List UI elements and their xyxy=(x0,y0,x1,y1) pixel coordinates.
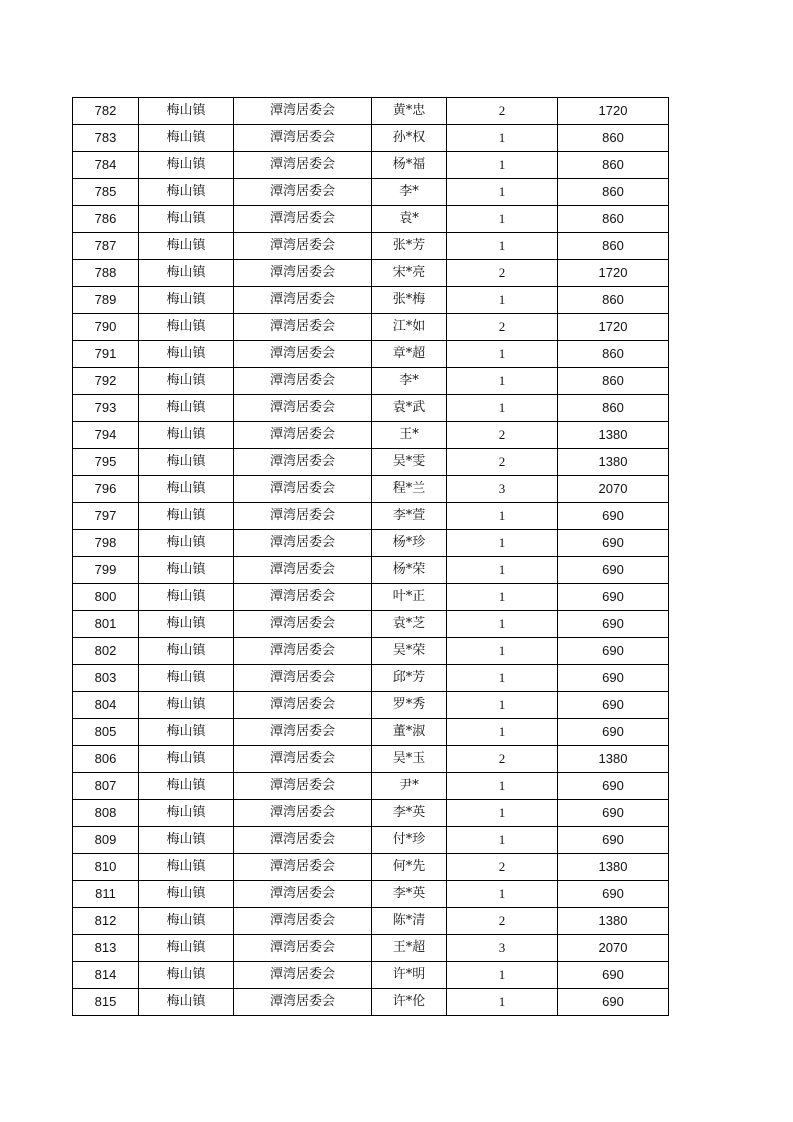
table-row xyxy=(73,449,669,476)
amount-cell: 1380 xyxy=(558,422,669,449)
serial-number-cell: 795 xyxy=(73,449,139,476)
committee-cell: 潭湾居委会 xyxy=(234,773,372,800)
name-cell: 袁* xyxy=(372,206,447,233)
serial-number-cell: 815 xyxy=(73,989,139,1016)
town-cell: 梅山镇 xyxy=(139,179,234,206)
table-row xyxy=(73,962,669,989)
serial-number-cell: 813 xyxy=(73,935,139,962)
committee-cell: 潭湾居委会 xyxy=(234,179,372,206)
name-cell: 何*先 xyxy=(372,854,447,881)
count-cell: 1 xyxy=(447,989,558,1016)
amount-cell: 1720 xyxy=(558,260,669,287)
committee-cell: 潭湾居委会 xyxy=(234,449,372,476)
serial-number-cell: 808 xyxy=(73,800,139,827)
count-cell: 1 xyxy=(447,881,558,908)
committee-cell: 潭湾居委会 xyxy=(234,584,372,611)
count-cell: 2 xyxy=(447,314,558,341)
town-cell: 梅山镇 xyxy=(139,638,234,665)
data-table xyxy=(72,97,669,1016)
name-cell: 杨*福 xyxy=(372,152,447,179)
name-cell: 杨*珍 xyxy=(372,530,447,557)
town-cell: 梅山镇 xyxy=(139,962,234,989)
name-cell: 李*英 xyxy=(372,881,447,908)
name-cell: 许*明 xyxy=(372,962,447,989)
name-cell: 吴*玉 xyxy=(372,746,447,773)
table-row xyxy=(73,746,669,773)
committee-cell: 潭湾居委会 xyxy=(234,800,372,827)
amount-cell: 1380 xyxy=(558,449,669,476)
committee-cell: 潭湾居委会 xyxy=(234,827,372,854)
name-cell: 叶*正 xyxy=(372,584,447,611)
table-row xyxy=(73,854,669,881)
table-row xyxy=(73,908,669,935)
count-cell: 1 xyxy=(447,341,558,368)
amount-cell: 860 xyxy=(558,341,669,368)
town-cell: 梅山镇 xyxy=(139,476,234,503)
table-row xyxy=(73,989,669,1016)
table-row xyxy=(73,368,669,395)
count-cell: 2 xyxy=(447,854,558,881)
serial-number-cell: 785 xyxy=(73,179,139,206)
amount-cell: 690 xyxy=(558,692,669,719)
amount-cell: 860 xyxy=(558,395,669,422)
table-body xyxy=(73,98,669,1016)
committee-cell: 潭湾居委会 xyxy=(234,746,372,773)
town-cell: 梅山镇 xyxy=(139,233,234,260)
table-row xyxy=(73,314,669,341)
count-cell: 1 xyxy=(447,368,558,395)
name-cell: 张*梅 xyxy=(372,287,447,314)
count-cell: 1 xyxy=(447,206,558,233)
count-cell: 1 xyxy=(447,827,558,854)
town-cell: 梅山镇 xyxy=(139,908,234,935)
serial-number-cell: 797 xyxy=(73,503,139,530)
table-row xyxy=(73,935,669,962)
serial-number-cell: 794 xyxy=(73,422,139,449)
serial-number-cell: 810 xyxy=(73,854,139,881)
town-cell: 梅山镇 xyxy=(139,449,234,476)
count-cell: 2 xyxy=(447,908,558,935)
serial-number-cell: 787 xyxy=(73,233,139,260)
table-row xyxy=(73,341,669,368)
name-cell: 尹* xyxy=(372,773,447,800)
amount-cell: 690 xyxy=(558,557,669,584)
table-row xyxy=(73,503,669,530)
town-cell: 梅山镇 xyxy=(139,125,234,152)
town-cell: 梅山镇 xyxy=(139,287,234,314)
committee-cell: 潭湾居委会 xyxy=(234,152,372,179)
count-cell: 1 xyxy=(447,233,558,260)
amount-cell: 2070 xyxy=(558,476,669,503)
table-row xyxy=(73,152,669,179)
count-cell: 1 xyxy=(447,773,558,800)
name-cell: 邱*芳 xyxy=(372,665,447,692)
count-cell: 2 xyxy=(447,746,558,773)
table-row xyxy=(73,206,669,233)
committee-cell: 潭湾居委会 xyxy=(234,692,372,719)
serial-number-cell: 814 xyxy=(73,962,139,989)
committee-cell: 潭湾居委会 xyxy=(234,368,372,395)
committee-cell: 潭湾居委会 xyxy=(234,125,372,152)
serial-number-cell: 790 xyxy=(73,314,139,341)
serial-number-cell: 789 xyxy=(73,287,139,314)
committee-cell: 潭湾居委会 xyxy=(234,98,372,125)
amount-cell: 690 xyxy=(558,773,669,800)
committee-cell: 潭湾居委会 xyxy=(234,476,372,503)
amount-cell: 690 xyxy=(558,719,669,746)
count-cell: 3 xyxy=(447,476,558,503)
name-cell: 董*淑 xyxy=(372,719,447,746)
table-row xyxy=(73,287,669,314)
town-cell: 梅山镇 xyxy=(139,557,234,584)
amount-cell: 860 xyxy=(558,206,669,233)
serial-number-cell: 784 xyxy=(73,152,139,179)
town-cell: 梅山镇 xyxy=(139,692,234,719)
name-cell: 吴*荣 xyxy=(372,638,447,665)
town-cell: 梅山镇 xyxy=(139,611,234,638)
count-cell: 1 xyxy=(447,503,558,530)
amount-cell: 860 xyxy=(558,125,669,152)
amount-cell: 860 xyxy=(558,152,669,179)
serial-number-cell: 788 xyxy=(73,260,139,287)
town-cell: 梅山镇 xyxy=(139,665,234,692)
serial-number-cell: 802 xyxy=(73,638,139,665)
amount-cell: 690 xyxy=(558,584,669,611)
town-cell: 梅山镇 xyxy=(139,935,234,962)
committee-cell: 潭湾居委会 xyxy=(234,962,372,989)
committee-cell: 潭湾居委会 xyxy=(234,206,372,233)
serial-number-cell: 783 xyxy=(73,125,139,152)
committee-cell: 潭湾居委会 xyxy=(234,638,372,665)
committee-cell: 潭湾居委会 xyxy=(234,395,372,422)
town-cell: 梅山镇 xyxy=(139,98,234,125)
table-row xyxy=(73,422,669,449)
table-row xyxy=(73,260,669,287)
amount-cell: 690 xyxy=(558,962,669,989)
table-row xyxy=(73,773,669,800)
name-cell: 张*芳 xyxy=(372,233,447,260)
name-cell: 宋*亮 xyxy=(372,260,447,287)
count-cell: 1 xyxy=(447,800,558,827)
amount-cell: 690 xyxy=(558,611,669,638)
serial-number-cell: 801 xyxy=(73,611,139,638)
name-cell: 袁*武 xyxy=(372,395,447,422)
town-cell: 梅山镇 xyxy=(139,503,234,530)
count-cell: 2 xyxy=(447,98,558,125)
name-cell: 付*珍 xyxy=(372,827,447,854)
table-row xyxy=(73,395,669,422)
committee-cell: 潭湾居委会 xyxy=(234,287,372,314)
table-row xyxy=(73,476,669,503)
town-cell: 梅山镇 xyxy=(139,773,234,800)
town-cell: 梅山镇 xyxy=(139,800,234,827)
count-cell: 1 xyxy=(447,287,558,314)
town-cell: 梅山镇 xyxy=(139,206,234,233)
count-cell: 1 xyxy=(447,179,558,206)
serial-number-cell: 799 xyxy=(73,557,139,584)
town-cell: 梅山镇 xyxy=(139,422,234,449)
amount-cell: 860 xyxy=(558,179,669,206)
committee-cell: 潭湾居委会 xyxy=(234,314,372,341)
table-row xyxy=(73,557,669,584)
table-row xyxy=(73,611,669,638)
count-cell: 2 xyxy=(447,422,558,449)
count-cell: 1 xyxy=(447,152,558,179)
serial-number-cell: 807 xyxy=(73,773,139,800)
name-cell: 许*伦 xyxy=(372,989,447,1016)
committee-cell: 潭湾居委会 xyxy=(234,422,372,449)
table-row xyxy=(73,692,669,719)
town-cell: 梅山镇 xyxy=(139,314,234,341)
town-cell: 梅山镇 xyxy=(139,746,234,773)
table-row xyxy=(73,881,669,908)
count-cell: 1 xyxy=(447,125,558,152)
town-cell: 梅山镇 xyxy=(139,989,234,1016)
count-cell: 1 xyxy=(447,530,558,557)
name-cell: 李* xyxy=(372,368,447,395)
amount-cell: 690 xyxy=(558,503,669,530)
committee-cell: 潭湾居委会 xyxy=(234,881,372,908)
committee-cell: 潭湾居委会 xyxy=(234,665,372,692)
serial-number-cell: 793 xyxy=(73,395,139,422)
amount-cell: 860 xyxy=(558,368,669,395)
name-cell: 陈*清 xyxy=(372,908,447,935)
name-cell: 孙*权 xyxy=(372,125,447,152)
amount-cell: 690 xyxy=(558,989,669,1016)
name-cell: 王* xyxy=(372,422,447,449)
town-cell: 梅山镇 xyxy=(139,368,234,395)
table-row xyxy=(73,125,669,152)
serial-number-cell: 806 xyxy=(73,746,139,773)
committee-cell: 潭湾居委会 xyxy=(234,233,372,260)
serial-number-cell: 796 xyxy=(73,476,139,503)
count-cell: 1 xyxy=(447,557,558,584)
serial-number-cell: 782 xyxy=(73,98,139,125)
amount-cell: 690 xyxy=(558,530,669,557)
name-cell: 李* xyxy=(372,179,447,206)
amount-cell: 690 xyxy=(558,665,669,692)
name-cell: 李*英 xyxy=(372,800,447,827)
serial-number-cell: 800 xyxy=(73,584,139,611)
serial-number-cell: 812 xyxy=(73,908,139,935)
serial-number-cell: 792 xyxy=(73,368,139,395)
amount-cell: 2070 xyxy=(558,935,669,962)
committee-cell: 潭湾居委会 xyxy=(234,557,372,584)
committee-cell: 潭湾居委会 xyxy=(234,854,372,881)
serial-number-cell: 798 xyxy=(73,530,139,557)
committee-cell: 潭湾居委会 xyxy=(234,908,372,935)
table-row xyxy=(73,530,669,557)
amount-cell: 1380 xyxy=(558,746,669,773)
name-cell: 吴*雯 xyxy=(372,449,447,476)
committee-cell: 潭湾居委会 xyxy=(234,719,372,746)
count-cell: 1 xyxy=(447,638,558,665)
count-cell: 1 xyxy=(447,584,558,611)
name-cell: 章*超 xyxy=(372,341,447,368)
serial-number-cell: 786 xyxy=(73,206,139,233)
count-cell: 1 xyxy=(447,962,558,989)
amount-cell: 690 xyxy=(558,827,669,854)
table-row xyxy=(73,584,669,611)
town-cell: 梅山镇 xyxy=(139,854,234,881)
serial-number-cell: 791 xyxy=(73,341,139,368)
town-cell: 梅山镇 xyxy=(139,530,234,557)
amount-cell: 1380 xyxy=(558,854,669,881)
amount-cell: 860 xyxy=(558,287,669,314)
amount-cell: 860 xyxy=(558,233,669,260)
town-cell: 梅山镇 xyxy=(139,719,234,746)
count-cell: 1 xyxy=(447,692,558,719)
committee-cell: 潭湾居委会 xyxy=(234,341,372,368)
serial-number-cell: 805 xyxy=(73,719,139,746)
name-cell: 李*萱 xyxy=(372,503,447,530)
town-cell: 梅山镇 xyxy=(139,395,234,422)
table-row xyxy=(73,827,669,854)
town-cell: 梅山镇 xyxy=(139,584,234,611)
table-row xyxy=(73,719,669,746)
town-cell: 梅山镇 xyxy=(139,881,234,908)
name-cell: 袁*芝 xyxy=(372,611,447,638)
name-cell: 王*超 xyxy=(372,935,447,962)
serial-number-cell: 811 xyxy=(73,881,139,908)
committee-cell: 潭湾居委会 xyxy=(234,530,372,557)
table-row xyxy=(73,98,669,125)
town-cell: 梅山镇 xyxy=(139,341,234,368)
name-cell: 杨*荣 xyxy=(372,557,447,584)
amount-cell: 1380 xyxy=(558,908,669,935)
table-row xyxy=(73,638,669,665)
amount-cell: 690 xyxy=(558,881,669,908)
committee-cell: 潭湾居委会 xyxy=(234,935,372,962)
count-cell: 2 xyxy=(447,260,558,287)
committee-cell: 潭湾居委会 xyxy=(234,989,372,1016)
table-row xyxy=(73,665,669,692)
count-cell: 1 xyxy=(447,611,558,638)
name-cell: 江*如 xyxy=(372,314,447,341)
serial-number-cell: 809 xyxy=(73,827,139,854)
table-row xyxy=(73,800,669,827)
table-row xyxy=(73,233,669,260)
committee-cell: 潭湾居委会 xyxy=(234,260,372,287)
count-cell: 3 xyxy=(447,935,558,962)
count-cell: 1 xyxy=(447,395,558,422)
committee-cell: 潭湾居委会 xyxy=(234,611,372,638)
serial-number-cell: 803 xyxy=(73,665,139,692)
amount-cell: 1720 xyxy=(558,314,669,341)
town-cell: 梅山镇 xyxy=(139,827,234,854)
count-cell: 1 xyxy=(447,665,558,692)
town-cell: 梅山镇 xyxy=(139,152,234,179)
town-cell: 梅山镇 xyxy=(139,260,234,287)
name-cell: 罗*秀 xyxy=(372,692,447,719)
name-cell: 黄*忠 xyxy=(372,98,447,125)
amount-cell: 1720 xyxy=(558,98,669,125)
count-cell: 2 xyxy=(447,449,558,476)
committee-cell: 潭湾居委会 xyxy=(234,503,372,530)
count-cell: 1 xyxy=(447,719,558,746)
amount-cell: 690 xyxy=(558,800,669,827)
table-row xyxy=(73,179,669,206)
serial-number-cell: 804 xyxy=(73,692,139,719)
name-cell: 程*兰 xyxy=(372,476,447,503)
amount-cell: 690 xyxy=(558,638,669,665)
